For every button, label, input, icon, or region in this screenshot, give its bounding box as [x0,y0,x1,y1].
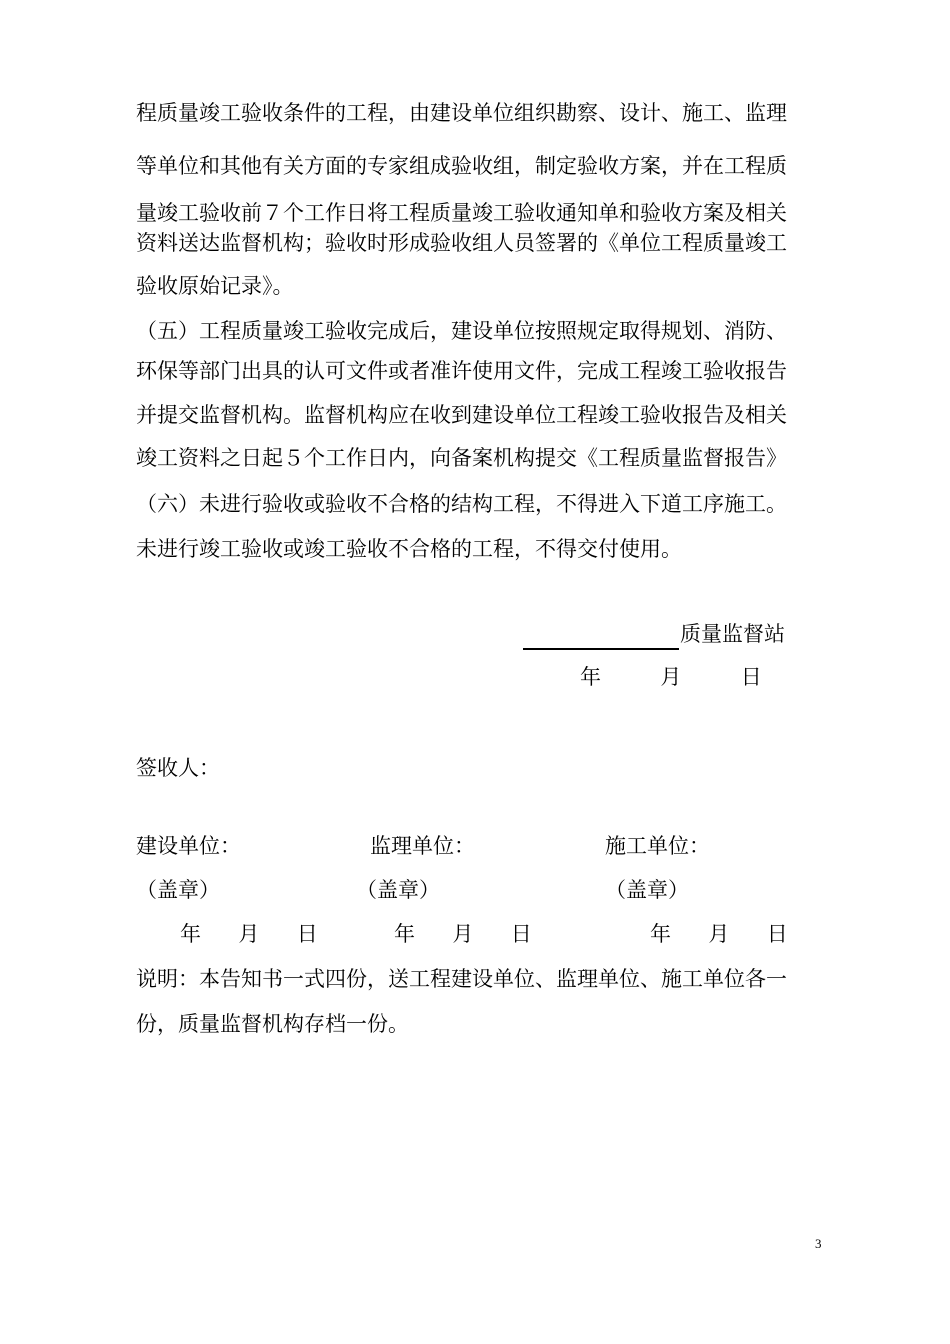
signature-blank-line [523,648,679,650]
unit-date-builder [650,919,788,949]
unit-date-construction [180,919,318,949]
unit-date-supervision [394,919,532,949]
date-month: 月 [708,922,730,946]
body-line: （五）工程质量竣工验收完成后，建设单位按照规定取得规划、消防、 [136,319,787,343]
date-year: 年 [580,665,601,689]
station-name: 质量监督站 [680,622,785,646]
date-year: 年 [180,922,201,946]
body-line: 程质量竣工验收条件的工程，由建设单位组织勘察、设计、施工、监理 [136,101,787,125]
seal-supervision: （盖章） [356,878,440,902]
note-line: 份，质量监督机构存档一份。 [136,1012,409,1036]
note-line: 说明：本告知书一式四份，送工程建设单位、监理单位、施工单位各一 [136,967,787,991]
signature-date [580,662,762,692]
unit-name-builder: 施工单位： [605,834,710,858]
date-day: 日 [740,665,762,689]
date-month: 月 [660,665,682,689]
date-year: 年 [650,922,671,946]
body-line: 环保等部门出具的认可文件或者准许使用文件，完成工程竣工验收报告 [136,359,787,383]
date-month: 月 [238,922,260,946]
body-line: 未进行竣工验收或竣工验收不合格的工程，不得交付使用。 [136,537,682,561]
date-year: 年 [394,922,415,946]
body-line: 并提交监督机构。监督机构应在收到建设单位工程竣工验收报告及相关 [136,403,787,427]
body-line: 等单位和其他有关方面的专家组成验收组，制定验收方案，并在工程质 [136,154,787,178]
date-day: 日 [510,922,532,946]
body-line: 量竣工验收前７个工作日将工程质量竣工验收通知单和验收方案及相关 [136,201,787,225]
receiver-label: 签收人： [136,756,220,780]
date-day: 日 [296,922,318,946]
date-month: 月 [452,922,474,946]
body-line: 资料送达监督机构；验收时形成验收组人员签署的《单位工程质量竣工 [136,231,787,255]
date-day: 日 [766,922,788,946]
body-line: 验收原始记录》。 [136,274,294,298]
body-line: 竣工资料之日起５个工作日内，向备案机构提交《工程质量监督报告》 [136,446,787,470]
unit-name-construction: 建设单位： [136,834,241,858]
body-line: （六）未进行验收或验收不合格的结构工程，不得进入下道工序施工。 [136,492,787,516]
page-number: 3 [815,1236,822,1251]
unit-name-supervision: 监理单位： [370,834,475,858]
seal-builder: （盖章） [605,878,689,902]
seal-construction: （盖章） [136,878,220,902]
